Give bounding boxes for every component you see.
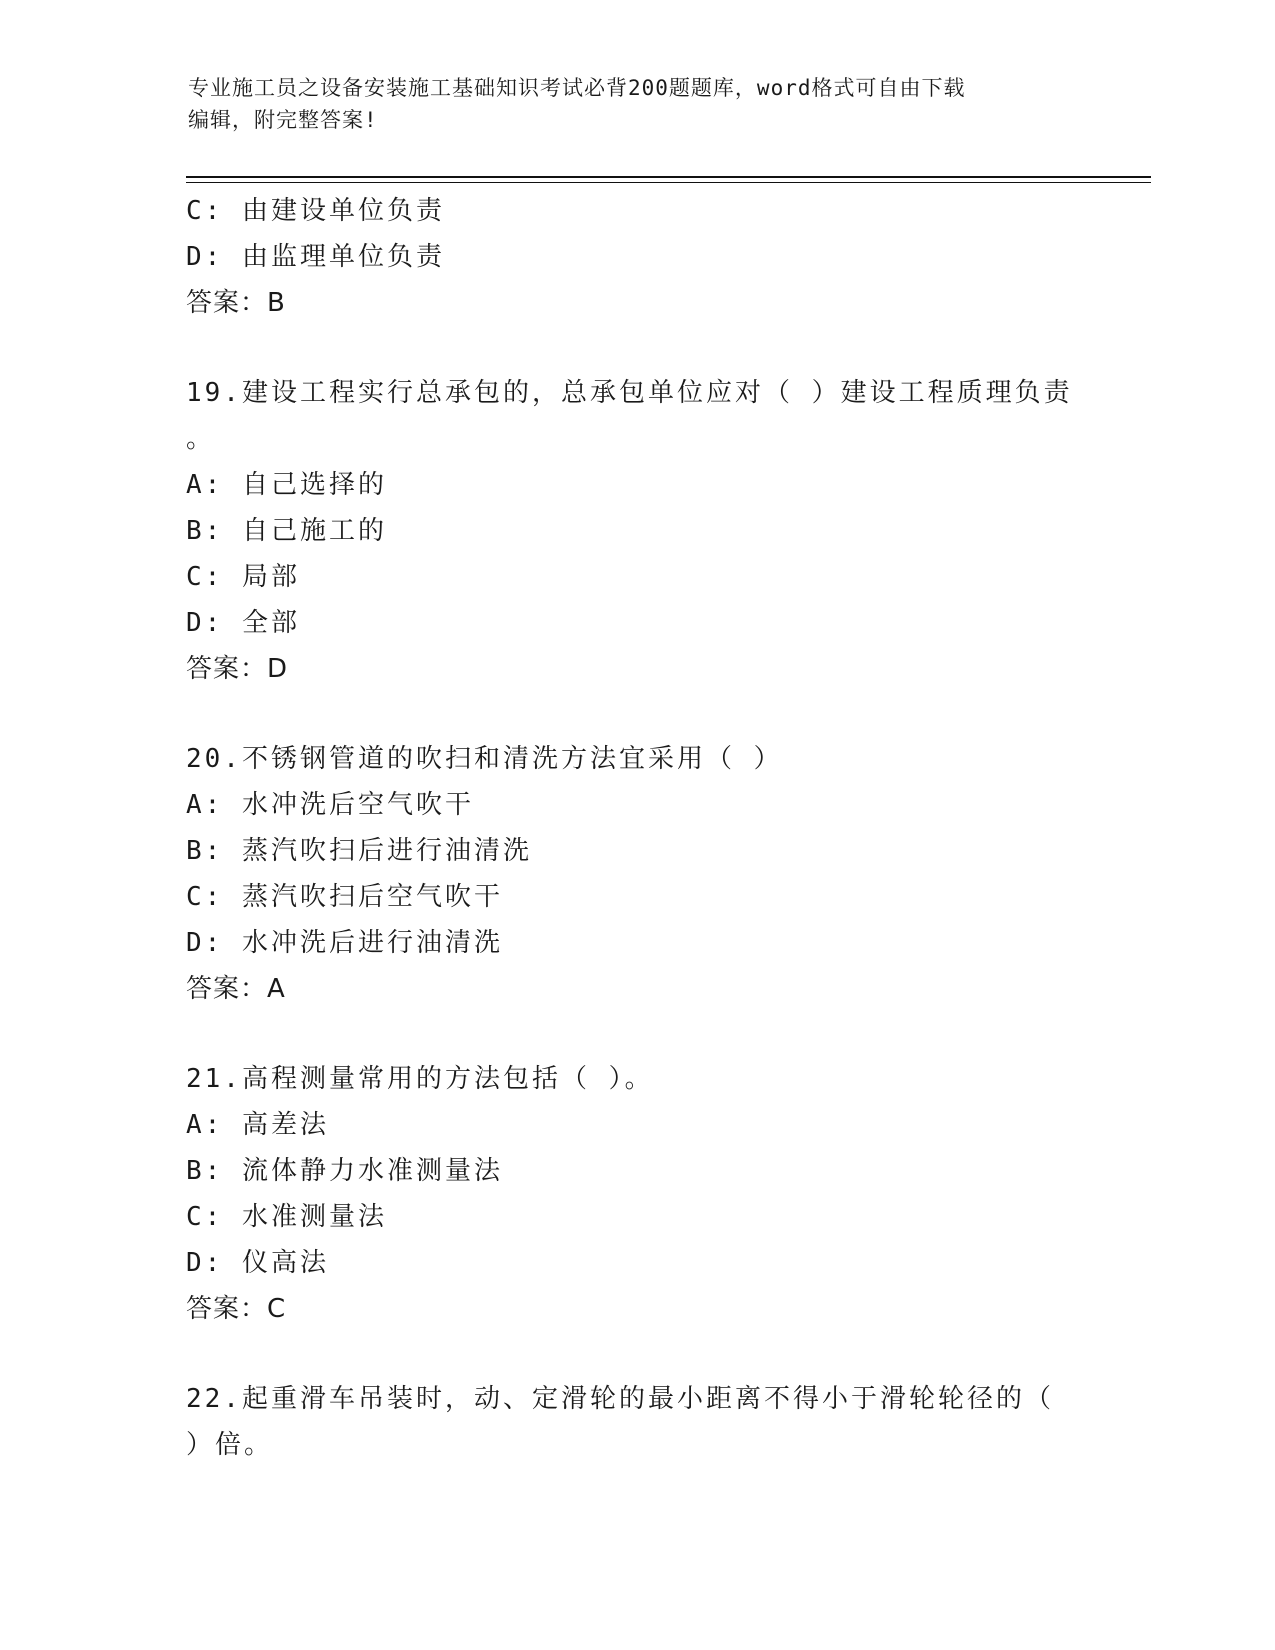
option-a: A: 水冲洗后空气吹干: [186, 790, 474, 820]
option-d: D: 全部: [186, 608, 300, 638]
question-text-line-1: 21.高程测量常用的方法包括（ ）。: [186, 1064, 654, 1094]
question-20: [186, 736, 1086, 1012]
header-title-line-2: 编辑，附完整答案!: [188, 108, 378, 132]
question-22: [186, 1376, 1086, 1468]
question-content: [186, 188, 1086, 1468]
question-text-line-1: 19.建设工程实行总承包的，总承包单位应对（ ）建设工程质理负责: [186, 378, 1073, 408]
header-title-line-1: 专业施工员之设备安装施工基础知识考试必背200题题库，word格式可自由下载: [188, 76, 966, 100]
option-a: A: 高差法: [186, 1110, 329, 1140]
answer-line: 答案：D: [186, 654, 289, 684]
option-c: C: 水准测量法: [186, 1202, 387, 1232]
page-header: [188, 72, 1068, 136]
option-b: B: 蒸汽吹扫后进行油清洗: [186, 836, 532, 866]
option-a: A: 自己选择的: [186, 470, 387, 500]
header-divider-thin: [186, 182, 1151, 183]
option-b: B: 自己施工的: [186, 516, 387, 546]
option-c: C: 局部: [186, 562, 300, 592]
question-19: [186, 370, 1086, 692]
question-text-line-1: 20.不锈钢管道的吹扫和清洗方法宜采用（ ）: [186, 744, 783, 774]
option-d: D: 仪高法: [186, 1248, 329, 1278]
answer-line: 答案：C: [186, 1294, 287, 1324]
option-d: D: 由监理单位负责: [186, 242, 445, 272]
option-c: C: 由建设单位负责: [186, 196, 445, 226]
option-b: B: 流体静力水准测量法: [186, 1156, 503, 1186]
header-divider-thick: [186, 176, 1151, 178]
option-c: C: 蒸汽吹扫后空气吹干: [186, 882, 503, 912]
question-text-line-1: 22.起重滑车吊装时，动、定滑轮的最小距离不得小于滑轮轮径的（: [186, 1384, 1054, 1414]
question-21: [186, 1056, 1086, 1332]
question-text-line-2: ）倍。: [186, 1430, 274, 1460]
answer-line: 答案：B: [186, 288, 286, 318]
option-d: D: 水冲洗后进行油清洗: [186, 928, 503, 958]
answer-line: 答案：A: [186, 974, 286, 1004]
question-text-line-2: 。: [186, 424, 216, 454]
carryover-block: [186, 188, 1086, 326]
